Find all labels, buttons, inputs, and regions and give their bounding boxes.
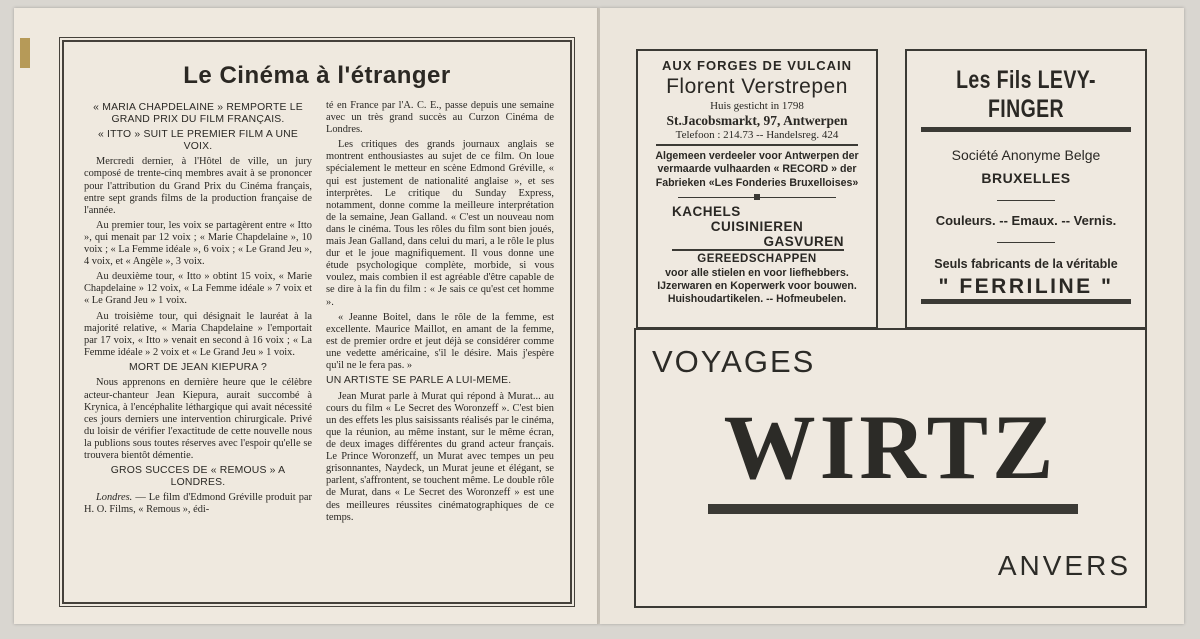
article-column-left [84, 100, 312, 600]
divider [672, 249, 844, 251]
ad-address: St.Jacobsmarkt, 97, Antwerpen [666, 113, 848, 128]
paragraph [84, 492, 312, 516]
paragraph: Au deuxième tour, « Itto » obtint 15 voix, « Marie Chapdelaine » 12 voix, « La Femme idéale » 7 voix et « Le Grand Jeu » 1 voix. [84, 271, 312, 307]
paragraph: Mercredi dernier, à l'Hôtel de ville, un jury composé de trente-cinq membres avait à se prononcer pour l'attribution du Grand Prix du Cinéma français, entre sept grands films de la production française de l'année. [84, 156, 312, 216]
ad-voyages: VOYAGES [652, 344, 816, 379]
divider [678, 192, 836, 202]
paragraph: « Jeanne Boitel, dans le rôle de la femme, est excellente. Maurice Maillot, en amant de la femme, est de premier ordre et jeut déjà se considérer comme une vedette américaine, s'il le désire. Mais j'espère qu'il ne le fera pas. » [326, 311, 554, 371]
ad-desc-line: voor alle stielen en voor liefhebbers. [665, 266, 849, 279]
paragraph: Les critiques des grands journaux anglais se montrent enthousiastes au sujet de ce film. On loue spécialement le metteur en scène Edmond Gréville, « qui est justement de nationalité anglaise », et ses interprètes. Le critique du Sunday Express, notamment, donne comme la meilleure interprétation de la semaine, Jean Galland. « C'est un nouveau nom dans le cinéma. Tous les rôles du film sont bien joués, mais Jean Galland, dans celui du mari, a le rôle le plus dur et le joue magnifiquement. Il vous donne une étude psychologique complète, morbide, si vous voulez, mais combien il est agréable d'être capable de se dire à la fin du film : « Je sais ce qu'est cet homme ». [326, 139, 554, 308]
ad-wirtz-name: WIRTZ [723, 396, 1058, 498]
ad-company-name: Florent Verstrepen [666, 75, 848, 98]
ad-forges-de-vulcain [636, 49, 878, 329]
ad-founded: Huis gesticht in 1798 [710, 100, 804, 112]
ad-products: Couleurs. -- Emaux. -- Vernis. [935, 213, 1117, 228]
ad-city: ANVERS [997, 550, 1131, 581]
product-kachels: KACHELS [672, 204, 741, 220]
paragraph: té en France par l'A. C. E., passe depuis une semaine avec un très grand succès au Curzon Cinéma de Londres. [326, 100, 554, 136]
ad-brand: " FERRILINE " [938, 275, 1114, 298]
ad-title: AUX FORGES DE VULCAIN [661, 58, 852, 73]
ad-desc-line: Fabrieken «Les Fonderies Bruxelloises» [655, 176, 859, 189]
ad-company-type: Société Anonyme Belge [951, 147, 1101, 163]
headline-itto: « ITTO » SUIT LE PREMIER FILM A UNE VOIX. [97, 129, 299, 152]
product-gasvuren: GASVUREN [763, 234, 844, 250]
divider [997, 242, 1055, 243]
ad-tagline: Seuls fabricants de la véritable [934, 257, 1118, 271]
article-title: Le Cinéma à l'étranger [183, 62, 451, 89]
paragraph: Au premier tour, les voix se partagèrent entre « Itto », qui menait par 12 voix ; « Marie Chapdelaine », 10 voix ; « La Femme idéale », 6 voix ; « Le Grand Jeu », 4 voix, et « Angèle », 3 voix. [84, 219, 312, 268]
headline-maria-chapdelaine: « MARIA CHAPDELAINE » REMPORTE LE GRAND PRIX DU FILM FRANÇAIS. [93, 102, 303, 125]
ad-desc-line: vermaarde vulhaarden « RECORD » der [657, 163, 857, 176]
headline-murat: UN ARTISTE SE PARLE A LUI-MEME. [326, 375, 512, 387]
ad-title: Les Fils LEVY-FINGER [956, 66, 1096, 123]
ad-levy-finger [905, 49, 1147, 329]
divider [656, 144, 858, 146]
ad-desc-line: Algemeen verdeeler voor Antwerpen der [655, 150, 859, 162]
headline-remous: GROS SUCCES DE « REMOUS » A LONDRES. [110, 465, 286, 488]
product-cuisinieren: CUISINIEREN [710, 219, 804, 235]
divider [708, 504, 1078, 514]
product-gereedschappen: GEREEDSCHAPPEN [697, 253, 817, 266]
paragraph: Au troisième tour, qui désignait le lauréat à la majorité relative, « Maria Chapdelaine » l'emportait par 17 voix, « Itto » venait en second à 16 voix ; « La Femme idéale » 2 voix et « Le Grand Jeu » 1 voix. [84, 310, 312, 358]
divider [997, 200, 1055, 201]
ad-voyages-wirtz [634, 328, 1147, 608]
left-page [14, 8, 599, 624]
article-frame [62, 40, 572, 604]
paper-tab [20, 38, 30, 68]
dateline: Londres. [96, 492, 133, 504]
ad-desc-line: IJzerwaren en Koperwerk voor bouwen. [657, 280, 857, 293]
ad-city: BRUXELLES [981, 170, 1071, 186]
divider [921, 299, 1131, 304]
right-page [600, 8, 1184, 624]
article-column-right [326, 100, 554, 600]
ad-desc-line: Huishoudartikelen. -- Hofmeubelen. [667, 293, 847, 306]
paragraph: Jean Murat parle à Murat qui répond à Murat... au cours du film « Le Secret des Woronzeff ». C'est bien un des effets les plus saisissants réalisés par le cinéma, que la réunion, au même instant, sur le même écran, de deux images différentes du grand acteur français. Le Prince Woronzeff, un Murat avec tempes un peu grisonnantes, Naydeck, un Murat jeune et élégant, se parlent, s'affrontent, se touchent même. Le double rôle de Murat, dans « Le Secret des Woronzeff » est une des meilleures réussites cinématographiques de ce temps. [326, 390, 554, 523]
paragraph-text: — Le film d'Edmond Gréville produit par H. O. Films, « Remous », édi- [84, 492, 312, 516]
paragraph: Nous apprenons en dernière heure que le célèbre acteur-chanteur Jean Kiepura, aurait succombé à Krynica, à l'encéphalite léthargique qui avait nécessité ces jours derniers une intervention chirurgicale. Privé du loisir de vérifier l'exactitude de cette nouvelle nous la publions sous toutes réserves avec l'espoir qu'elle se trouvera bientôt démentie. [84, 377, 312, 462]
divider [921, 127, 1131, 132]
ad-phone: Telefoon : 214.73 -- Handelsreg. 424 [675, 129, 839, 141]
headline-kiepura: MORT DE JEAN KIEPURA ? [129, 361, 267, 373]
